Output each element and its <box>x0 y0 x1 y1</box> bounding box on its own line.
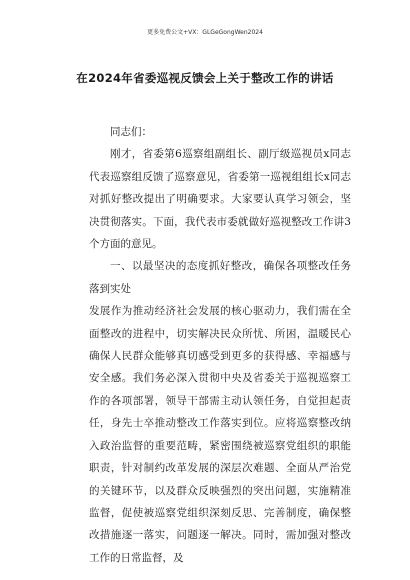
document-body <box>89 121 351 569</box>
header-note: 更多免费公文+VX：GLGeGongWen2024 <box>147 29 263 36</box>
salutation: 同志们： <box>110 126 152 138</box>
document-title: 在2024年省委巡视反馈会上关于整改工作的讲话 <box>76 71 334 85</box>
paragraph-intro: 刚才，省委第6巡察组副组长、副厅级巡视员x同志代表巡察组反馈了巡察意见，省委第一巡视组组长x同志对抓好整改提出了明确要求。大家要认真学习领会，坚决贯彻落实。下面，我代表市委就做好巡视整改工作讲3个方面的意见。 <box>89 148 351 251</box>
paragraph-section-1: 发展作为推动经济社会发展的核心驱动力，我们需在全面整改的进程中，切实解决民众所忧、所困，温暖民心确保人民群众能够真切感受到更多的获得感、幸福感与安全感。我们务必深入贯彻中央及省委关于巡视巡察工作的各项部署，领导干部需主动认领任务，自觉担起责任，身先士卒推动整改工作落实到位。应将巡察整改纳入政治监督的重要范畴，紧密围绕被巡察党组织的职能职责，针对制约改革发展的深层次难题、全面从严治党的关键环节，以及群众反映强烈的突出问题，实施精准监督，促使被巡察党组织深刻反思、完善制度，确保整改措施逐一落实，问题逐一解决。同时，需加强对整改工作的日常监督，及 <box>89 305 351 564</box>
section-heading-1: 一、以最坚决的态度抓好整改，确保各项整改任务落到实处 <box>89 260 351 295</box>
